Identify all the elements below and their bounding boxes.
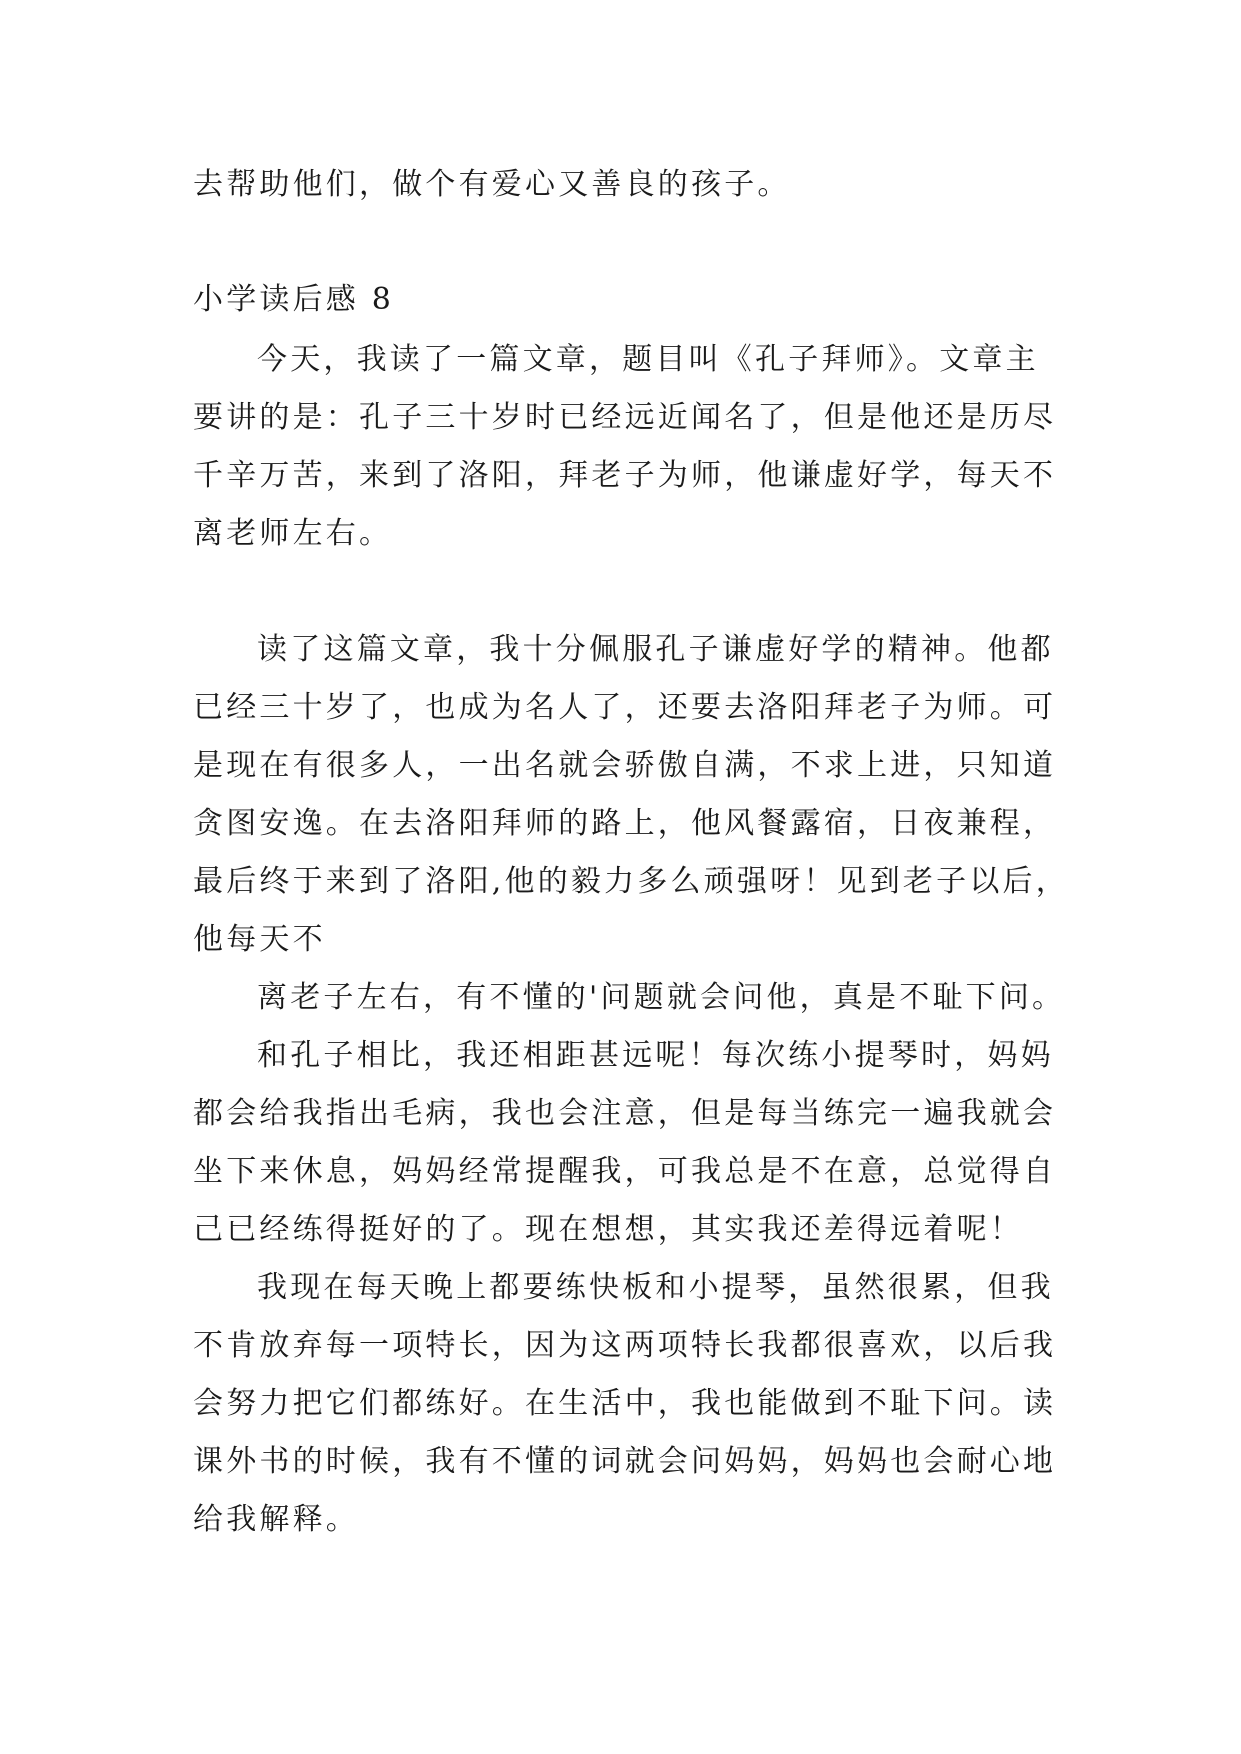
text-line: 要讲的是：孔子三十岁时已经远近闻名了，但是他还是历尽 [193, 400, 1057, 435]
text-line: 已经三十岁了，也成为名人了，还要去洛阳拜老子为师。可 [193, 690, 1057, 725]
text-line: 今天，我读了一篇文章，题目叫《孔子拜师》。文章主 [257, 342, 1039, 377]
text-line: 最后终于来到了洛阳,他的毅力多么顽强呀！见到老子以后， [193, 864, 1069, 899]
text-line: 己已经练得挺好的了。现在想想，其实我还差得远着呢！ [193, 1212, 1023, 1247]
text-line: 是现在有很多人，一出名就会骄傲自满，不求上进，只知道 [193, 748, 1057, 783]
text-line: 坐下来休息，妈妈经常提醒我，可我总是不在意，总觉得自 [193, 1154, 1057, 1189]
text-line: 我现在每天晚上都要练快板和小提琴，虽然很累，但我 [257, 1270, 1054, 1305]
text-line: 读了这篇文章，我十分佩服孔子谦虚好学的精神。他都 [257, 632, 1054, 667]
section-heading: 小学读后感 8 [193, 282, 395, 317]
text-line: 千辛万苦，来到了洛阳，拜老子为师，他谦虚好学，每天不 [193, 458, 1057, 493]
text-line: 会努力把它们都练好。在生活中，我也能做到不耻下问。读 [193, 1386, 1057, 1421]
text-line: 给我解释。 [193, 1502, 359, 1537]
text-line: 贪图安逸。在去洛阳拜师的路上，他风餐露宿，日夜兼程， [193, 806, 1057, 841]
text-line: 离老师左右。 [193, 516, 393, 551]
text-line: 课外书的时候，我有不懂的词就会问妈妈，妈妈也会耐心地 [193, 1444, 1057, 1479]
text-line: 不肯放弃每一项特长，因为这两项特长我都很喜欢，以后我 [193, 1328, 1057, 1363]
text-line: 都会给我指出毛病，我也会注意，但是每当练完一遍我就会 [193, 1096, 1057, 1131]
text-line: 和孔子相比，我还相距甚远呢！每次练小提琴时，妈妈 [257, 1038, 1054, 1073]
text-line: 去帮助他们，做个有爱心又善良的孩子。 [193, 167, 791, 202]
text-line: 他每天不 [193, 922, 326, 957]
text-line: 离老子左右，有不懂的'问题就会问他，真是不耻下问。 [257, 980, 1066, 1015]
